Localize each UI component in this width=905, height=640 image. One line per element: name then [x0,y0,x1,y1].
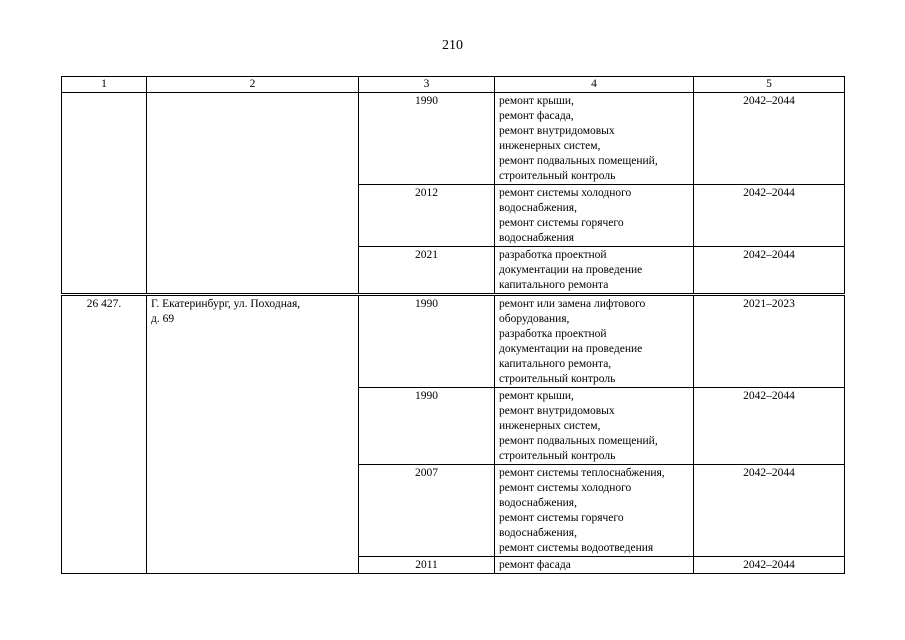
works-line: ремонт системы холодного [499,482,632,494]
works-line: ремонт внутридомовых [499,405,615,417]
number-cell-empty [62,93,147,294]
column-header-5: 5 [694,77,845,93]
works-line: документации на проведение [499,264,643,276]
column-header-3: 3 [359,77,495,93]
column-header-4: 4 [495,77,694,93]
table-top [61,76,845,294]
year-cell: 1990 [359,388,495,465]
works-line: водоснабжения, [499,202,577,214]
column-header-row [62,77,845,93]
works-line: водоснабжения [499,232,575,244]
works-line: ремонт фасада [499,559,571,571]
period-cell: 2042–2044 [694,465,845,557]
works-line: ремонт системы теплоснабжения, [499,467,665,479]
table-row [62,93,845,185]
year-cell: 2021 [359,247,495,294]
works-line: ремонт системы водоотведения [499,542,654,554]
works-line: ремонт или замена лифтового [499,298,646,310]
works-line: водоснабжения, [499,497,577,509]
period-cell: 2042–2044 [694,557,845,574]
year-cell: 2012 [359,185,495,247]
address-line: д. 69 [151,313,175,325]
address-line: Г. Екатеринбург, ул. Походная, [151,298,301,310]
column-header-1: 1 [62,77,147,93]
address-cell [147,296,359,574]
year-cell: 2011 [359,557,495,574]
works-line: ремонт фасада, [499,110,574,122]
year-cell: 2007 [359,465,495,557]
works-line: ремонт крыши, [499,95,574,107]
works-line: капитального ремонта, [499,358,612,370]
works-line: строительный контроль [499,373,616,385]
page-number: 210 [442,38,463,53]
works-line: ремонт системы холодного [499,187,632,199]
column-header-2: 2 [147,77,359,93]
works-line: строительный контроль [499,170,616,182]
works-line: разработка проектной [499,328,607,340]
year-cell: 1990 [359,296,495,388]
table-row [62,296,845,388]
works-line: строительный контроль [499,450,616,462]
works-line: водоснабжения, [499,527,577,539]
works-line: капитального ремонта [499,279,609,291]
period-cell: 2042–2044 [694,247,845,294]
address-cell-empty [147,93,359,294]
works-line: документации на проведение [499,343,643,355]
works-cell [495,296,694,388]
works-cell [495,93,694,185]
works-cell [495,185,694,247]
works-line: ремонт системы горячего [499,512,624,524]
number-cell: 26 427. [62,296,147,574]
works-cell [495,557,694,574]
period-cell: 2042–2044 [694,93,845,185]
period-cell: 2042–2044 [694,388,845,465]
works-cell [495,247,694,294]
works-cell [495,388,694,465]
works-line: ремонт системы горячего [499,217,624,229]
table-bottom [61,295,845,574]
works-line: ремонт подвальных помещений, [499,435,658,447]
works-line: разработка проектной [499,249,607,261]
works-line: ремонт крыши, [499,390,574,402]
works-line: оборудования, [499,313,570,325]
period-cell: 2042–2044 [694,185,845,247]
works-line: ремонт внутридомовых [499,125,615,137]
year-cell: 1990 [359,93,495,185]
works-line: инженерных систем, [499,140,601,152]
works-line: инженерных систем, [499,420,601,432]
works-line: ремонт подвальных помещений, [499,155,658,167]
works-cell [495,465,694,557]
period-cell: 2021–2023 [694,296,845,388]
